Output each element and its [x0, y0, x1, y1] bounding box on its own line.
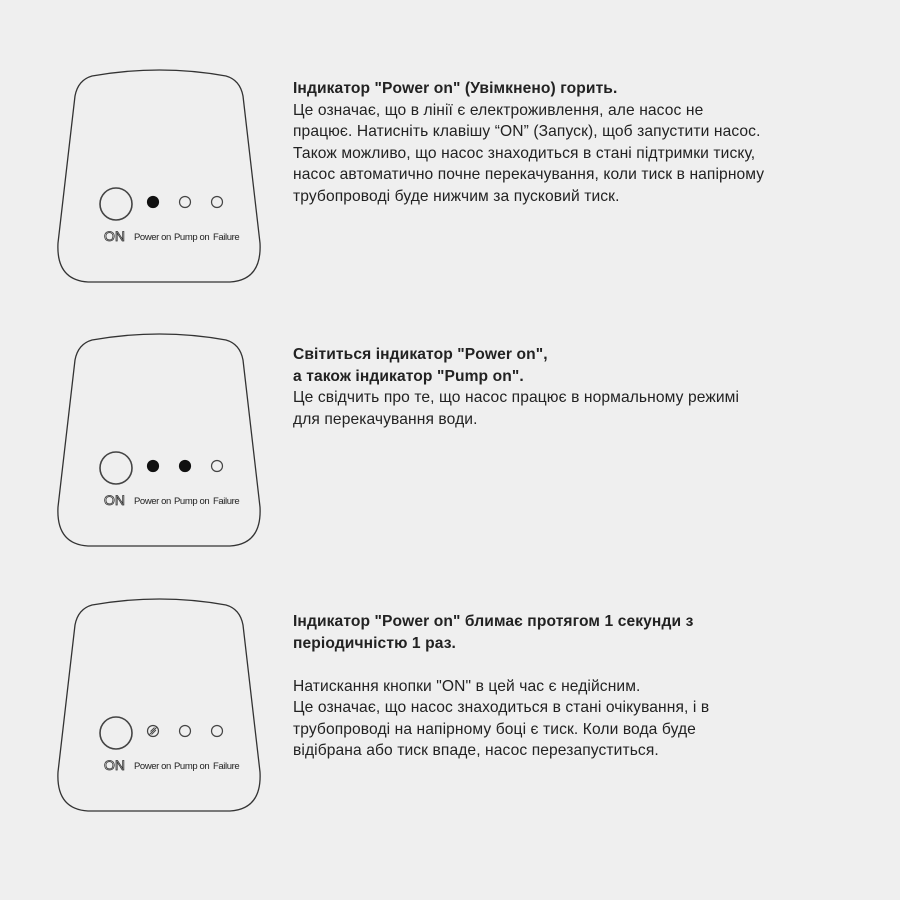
pump-on-label: Pump on: [174, 232, 210, 243]
pump-on-led: [180, 461, 191, 472]
power-on-label: Power on: [134, 761, 171, 772]
state-body-line: трубопроводі буде нижчим за пусковий тиск.: [293, 187, 620, 205]
on-label: ON: [104, 228, 125, 244]
power-on-label: Power on: [134, 496, 171, 507]
state-body-line: працює. Натисніть клавішу “ON” (Запуск), щоб запустити насос.: [293, 123, 761, 140]
state-title-line: Індикатор "Power on" блимає протягом 1 секунди з: [293, 613, 694, 630]
failure-led: [212, 197, 223, 208]
state-body-line: насос автоматично почне перекачування, коли тиск в напірному: [293, 166, 765, 183]
failure-label: Failure: [213, 761, 240, 772]
state-body-line: трубопроводі на напірному боці є тиск. Коли вода буде: [293, 720, 696, 738]
paragraph-gap: [293, 654, 873, 676]
on-button: [100, 188, 132, 220]
on-label: ON: [104, 757, 125, 773]
control-panel-illustration: [50, 332, 270, 562]
power-on-led: [148, 197, 159, 208]
state-body-line: Натискання кнопки "ON" в цей час є недійсним.: [293, 677, 641, 695]
pump-on-label: Pump on: [174, 496, 210, 507]
state-body-line: відібрана або тиск впаде, насос перезапуститься.: [293, 742, 659, 759]
pump-on-label: Pump on: [174, 761, 210, 772]
power-on-label: Power on: [134, 232, 171, 243]
control-panel-illustration: [50, 597, 270, 827]
failure-label: Failure: [213, 496, 240, 507]
state-description: [293, 78, 873, 207]
control-panel-illustration: [50, 68, 270, 298]
state-description: [293, 344, 873, 430]
state-body-line: Це свідчить про те, що насос працює в нормальному режимі: [293, 389, 740, 406]
on-button: [100, 717, 132, 749]
power-on-led: [148, 461, 159, 472]
state-title-line: Світиться індикатор "Power on",: [293, 346, 548, 363]
panel-outline: [58, 599, 260, 811]
pump-on-led: [180, 726, 191, 737]
state-title-line: періодичністю 1 раз.: [293, 634, 456, 652]
state-body-line: для перекачування води.: [293, 410, 478, 428]
state-body-line: Це означає, що насос знаходиться в стані очікування, і в: [293, 699, 710, 716]
state-description: [293, 611, 873, 762]
state-body-line: Це означає, що в лінії є електроживлення, але насос не: [293, 101, 704, 119]
failure-led: [212, 461, 223, 472]
failure-led: [212, 726, 223, 737]
power-on-led-blinking: [148, 726, 159, 737]
on-button: [100, 452, 132, 484]
panel-outline: [58, 70, 260, 282]
pump-on-led: [180, 197, 191, 208]
state-title-line: а також індикатор "Pump on".: [293, 367, 524, 385]
on-label: ON: [104, 492, 125, 508]
panel-outline: [58, 334, 260, 546]
state-title-line: Індикатор "Power on" (Увімкнено) горить.: [293, 80, 618, 97]
state-body-line: Також можливо, що насос знаходиться в стані підтримки тиску,: [293, 144, 756, 162]
failure-label: Failure: [213, 232, 240, 243]
